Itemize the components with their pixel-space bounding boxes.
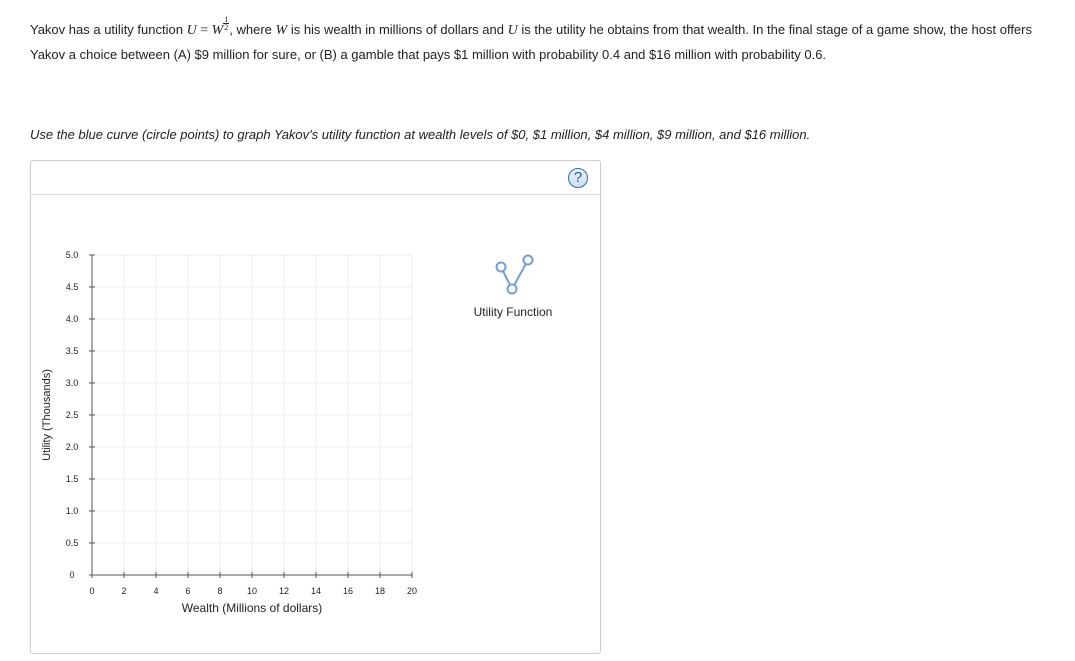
var-u-2: U (507, 23, 518, 38)
y-axis-ticks (66, 250, 95, 580)
problem-text-3: is his wealth in millions of dollars and (287, 22, 508, 37)
x-tick-label: 20 (406, 586, 418, 596)
x-tick-label: 12 (278, 586, 290, 596)
y-tick-label: 0.5 (65, 538, 79, 548)
graph-panel (30, 160, 601, 654)
problem-text-2: , where (229, 22, 276, 37)
y-tick-label: 2.5 (65, 410, 79, 420)
var-u: U (186, 23, 197, 38)
var-w-2: W (275, 23, 288, 38)
exponent-numerator: 1 (224, 15, 229, 24)
y-tick-label: 4.0 (65, 314, 79, 324)
exponent-denominator: 2 (224, 23, 229, 32)
legend-point-left (497, 263, 506, 272)
y-tick-label: 1.0 (65, 506, 79, 516)
y-tick-label: 5.0 (65, 250, 79, 260)
x-tick-label: 16 (342, 586, 354, 596)
x-tick-label: 6 (185, 586, 191, 596)
y-tick-label: 3.5 (65, 346, 79, 356)
utility-function-tool[interactable] (474, 256, 553, 320)
x-tick-label: 18 (374, 586, 386, 596)
x-tick-label: 0 (89, 586, 95, 596)
grid-lines (92, 255, 412, 575)
y-tick-label: 2.0 (65, 442, 79, 452)
y-tick-label: 3.0 (65, 378, 79, 388)
var-w: W (211, 23, 224, 38)
legend-point-right (524, 256, 533, 265)
y-axis-label: Utility (Thousands) (41, 369, 53, 461)
y-tick-label: 1.5 (65, 474, 79, 484)
x-tick-label: 10 (246, 586, 258, 596)
x-tick-label: 4 (153, 586, 159, 596)
x-axis-ticks (89, 572, 417, 596)
problem-statement (30, 16, 1050, 67)
legend-point-bottom (508, 285, 517, 294)
y-tick-label: 0 (69, 570, 75, 580)
legend-label: Utility Function (473, 305, 553, 319)
problem-text-4: is the utility he obtains from that wealth. In the final stage of a game show, the host offers Yakov a choice between (A) $9 million for sure, or (B) a gamble that pays $1 million with probability 0.4 and $16 million with probability 0.6. (30, 22, 1032, 62)
problem-text-1: Yakov has a utility function (30, 22, 187, 37)
y-tick-label: 4.5 (65, 282, 79, 292)
help-button[interactable]: ? (568, 168, 588, 188)
x-tick-label: 8 (217, 586, 223, 596)
graph-instruction: Use the blue curve (circle points) to graph Yakov's utility function at wealth levels of $0, $1 million, $4 million, $9 million, and $16 million. (30, 127, 811, 142)
x-tick-label: 2 (121, 586, 127, 596)
x-tick-label: 14 (310, 586, 322, 596)
utility-chart[interactable] (31, 161, 600, 653)
equals-sign: = (196, 23, 212, 38)
x-axis-label: Wealth (Millions of dollars) (181, 601, 323, 615)
